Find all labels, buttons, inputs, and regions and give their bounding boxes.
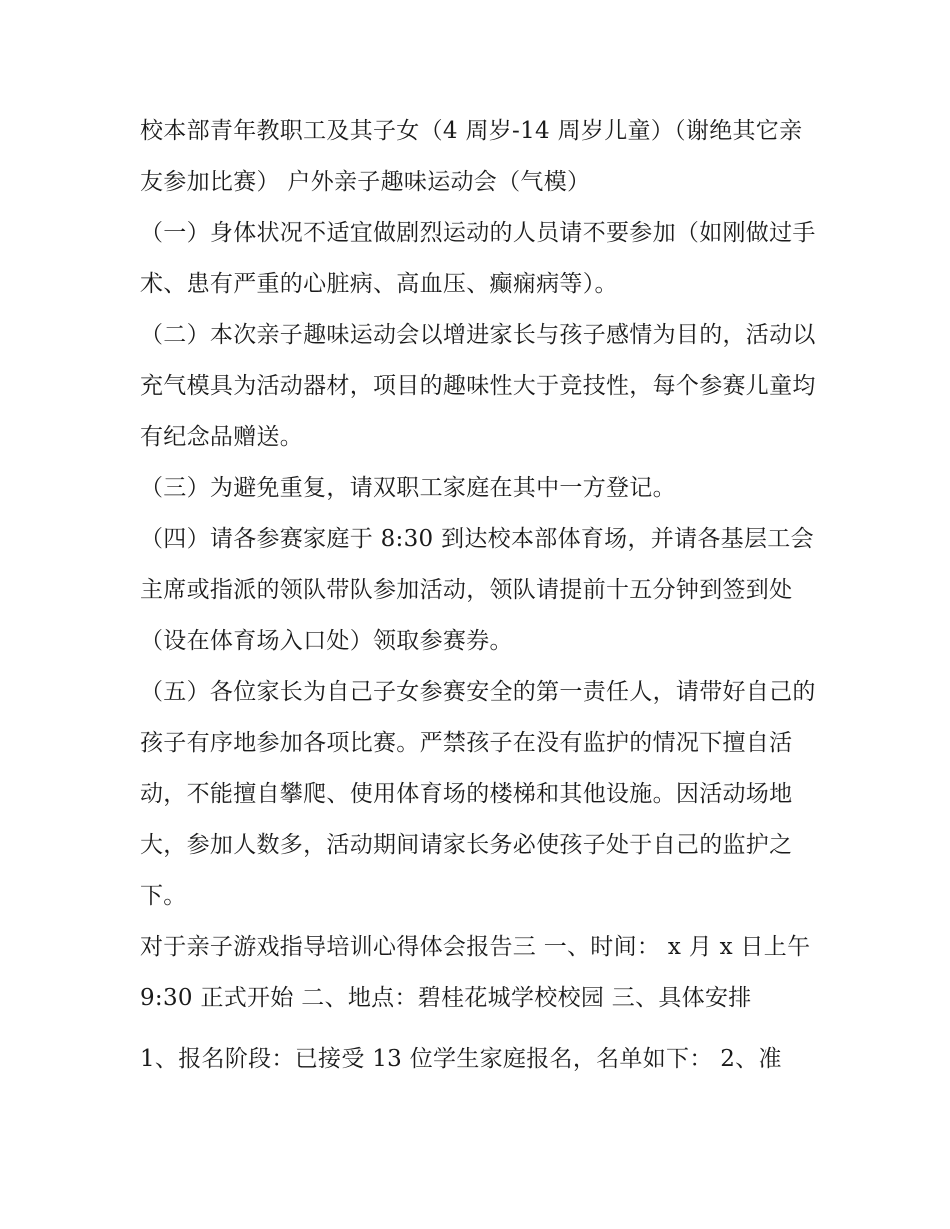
paragraph-rule-1: （一）身体状况不适宜做剧烈运动的人员请不要参加（如刚做过手术、患有严重的心脏病、高血压、癫痫病等）。 (140, 220, 816, 297)
paragraph-report-header: 对于亲子游戏指导培训心得体会报告三 一、时间： x 月 x 日上午 9:30 正式开始 二、地点：碧桂花城学校校园 三、具体安排 (140, 934, 811, 1011)
paragraph-intro: 校本部青年教职工及其子女（4 周岁-14 周岁儿童）（谢绝其它亲友参加比赛） 户外亲子趣味运动会（气模） (140, 118, 803, 195)
paragraph-registration: 1、报名阶段：已接受 13 位学生家庭报名，名单如下： 2、准 (140, 1046, 782, 1072)
paragraph-rule-3: （三）为避免重复，请双职工家庭在其中一方登记。 (140, 475, 676, 501)
paragraph-rule-4: （四）请各参赛家庭于 8:30 到达校本部体育场，并请各基层工会主席或指派的领队带队参加活动，领队请提前十五分钟到签到处（设在体育场入口处）领取参赛券。 (140, 526, 814, 654)
paragraph-rule-2: （二）本次亲子趣味运动会以增进家长与孩子感情为目的，活动以充气模具为活动器材，项目的趣味性大于竞技性，每个参赛儿童均有纪念品赠送。 (140, 322, 816, 450)
paragraph-rule-5: （五）各位家长为自己子女参赛安全的第一责任人，请带好自己的孩子有序地参加各项比赛。严禁孩子在没有监护的情况下擅自活动，不能擅自攀爬、使用体育场的楼梯和其他设施。因活动场地大，参加人数多，活动期间请家长务必使孩子处于自己的监护之下。 (140, 679, 816, 909)
document-body (140, 106, 820, 1085)
